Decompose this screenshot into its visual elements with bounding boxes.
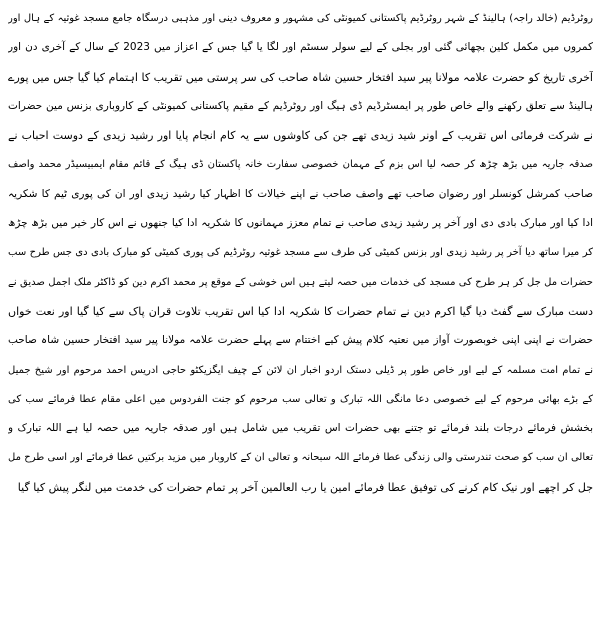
article-line: حضرات نے اپنی اپنی خوبصورت آواز میں نعتیہ کلام پیش کیے اختتام سے پہلے حضرت علامہ مولانا پیر سید افتخار حسین شاہ صاحب	[8, 334, 593, 347]
article-line: نے شرکت فرمائی اس تقریب کے اونر شید زیدی تھے جن کی کاوشوں سے یہ کام انجام پایا اور رشید زیدی کے دوست احباب نے	[8, 129, 593, 143]
article-line: کر میرا ساتھ دیا آخر پر رشید زیدی اور بزنس کمیٹی کی طرف سے مسجد غوثیہ روٹرڈیم کی پوری کمیٹی کو مبارک بادی دی جس طرح سب	[8, 247, 593, 259]
article-line: حضرات مل جل کر ہر طرح کی مسجد کی خدمات میں حصہ لیتے ہیں اس خوشی کے موقع پر محمد اکرم دین کو ڈاکٹر ملک اجمل صدیق نے	[8, 276, 593, 288]
article-line: صاحب کمرشل کونسلر اور رضوان صاحب تھے واصف صاحب نے اپنے خیالات کا اظہار کیا رشید زیدی اور ان کی پوری ٹیم کا شکریہ	[8, 187, 593, 200]
article-line: ہالینڈ سے تعلق رکھنے والے خاص طور پر ایمسٹرڈیم ڈی ہیگ اور روٹرڈیم کے مقیم پاکستانی کمیونٹی کے کاروباری بزنس مین حضرات	[8, 99, 593, 112]
article-line: صدقہ جاریہ میں بڑھ چڑھ کر حصہ لیا اس بزم کے مہمان خصوصی سفارت خانہ پاکستان ڈی ہیگ کے قائم مقام ایمبیسیڈر محمد واصف	[8, 159, 593, 171]
article-line: دست مبارک سے گفٹ دیا گیا اکرم دین نے تمام حضرات کا شکریہ ادا کیا اس تقریب تلاوت قران پاک سے کیا گیا اور نعت خواں	[8, 304, 593, 318]
article-line: نے تمام امت مسلمہ کے لیے اور خاص طور پر ڈیلی دستک اردو اخبار ان لائن کے چیف ایگزیکٹو حاجی ادریس احمد مرحوم اور شیخ جمیل	[8, 364, 593, 376]
article-line: بخشش فرمائے درجات بلند فرمائے تو جتنے بھی حضرات اس تقریب میں شامل ہیں اور صدقہ جاریہ میں حصہ لیا ہے اللہ تبارک و	[8, 422, 593, 435]
article-line: کے بڑے بھائی مرحوم کے لیے خصوصی دعا مانگی اللہ تبارک و تعالی سب مرحوم کو جنت الفردوس میں اعلی مقام عطا فرمائے سب کی	[8, 393, 593, 405]
article-line: کمروں میں مکمل کلین بچھائی گئی اور بجلی کے لیے سولر سسٹم اور لگا یا گیا جس کے اعزاز میں 2023 کے سال کے آخری دن اور	[8, 41, 593, 54]
article-line: آخری تاریخ کو حضرت علامہ مولانا پیر سید افتخار حسین شاہ صاحب کی سر پرستی میں تقریب کا اہتمام کیا گیا جس میں پورے	[8, 70, 593, 84]
article-line: ادا کیا اور مبارک بادی دی اور آخر پر رشید زیدی صاحب نے تمام معزز مہمانوں کا شکریہ ادا کیا جنھوں نے اس کار خیر میں بڑھ چڑھ	[8, 217, 593, 230]
article-line: جل کر اچھے اور نیک کام کرنے کی توفیق عطا فرمائے امین یا رب العالمین آخر پر تمام حضرات کی خدمت میں لنگر پیش کیا گیا	[17, 480, 593, 494]
article-line: روٹرڈیم (خالد راجہ) ہالینڈ کے شہر روٹرڈیم پاکستانی کمیونٹی کی مشہور و معروف دینی اور مذہبی درسگاہ جامع مسجد غوثیہ کے ہال اور	[8, 13, 593, 24]
article-line: تعالی ان سب کو صحت تندرستی والی زندگی عطا فرمائے اللہ سبحانہ و تعالی ان کے کاروبار میں مزید برکتیں عطا فرمائے اور اسی طرح مل	[8, 452, 593, 464]
